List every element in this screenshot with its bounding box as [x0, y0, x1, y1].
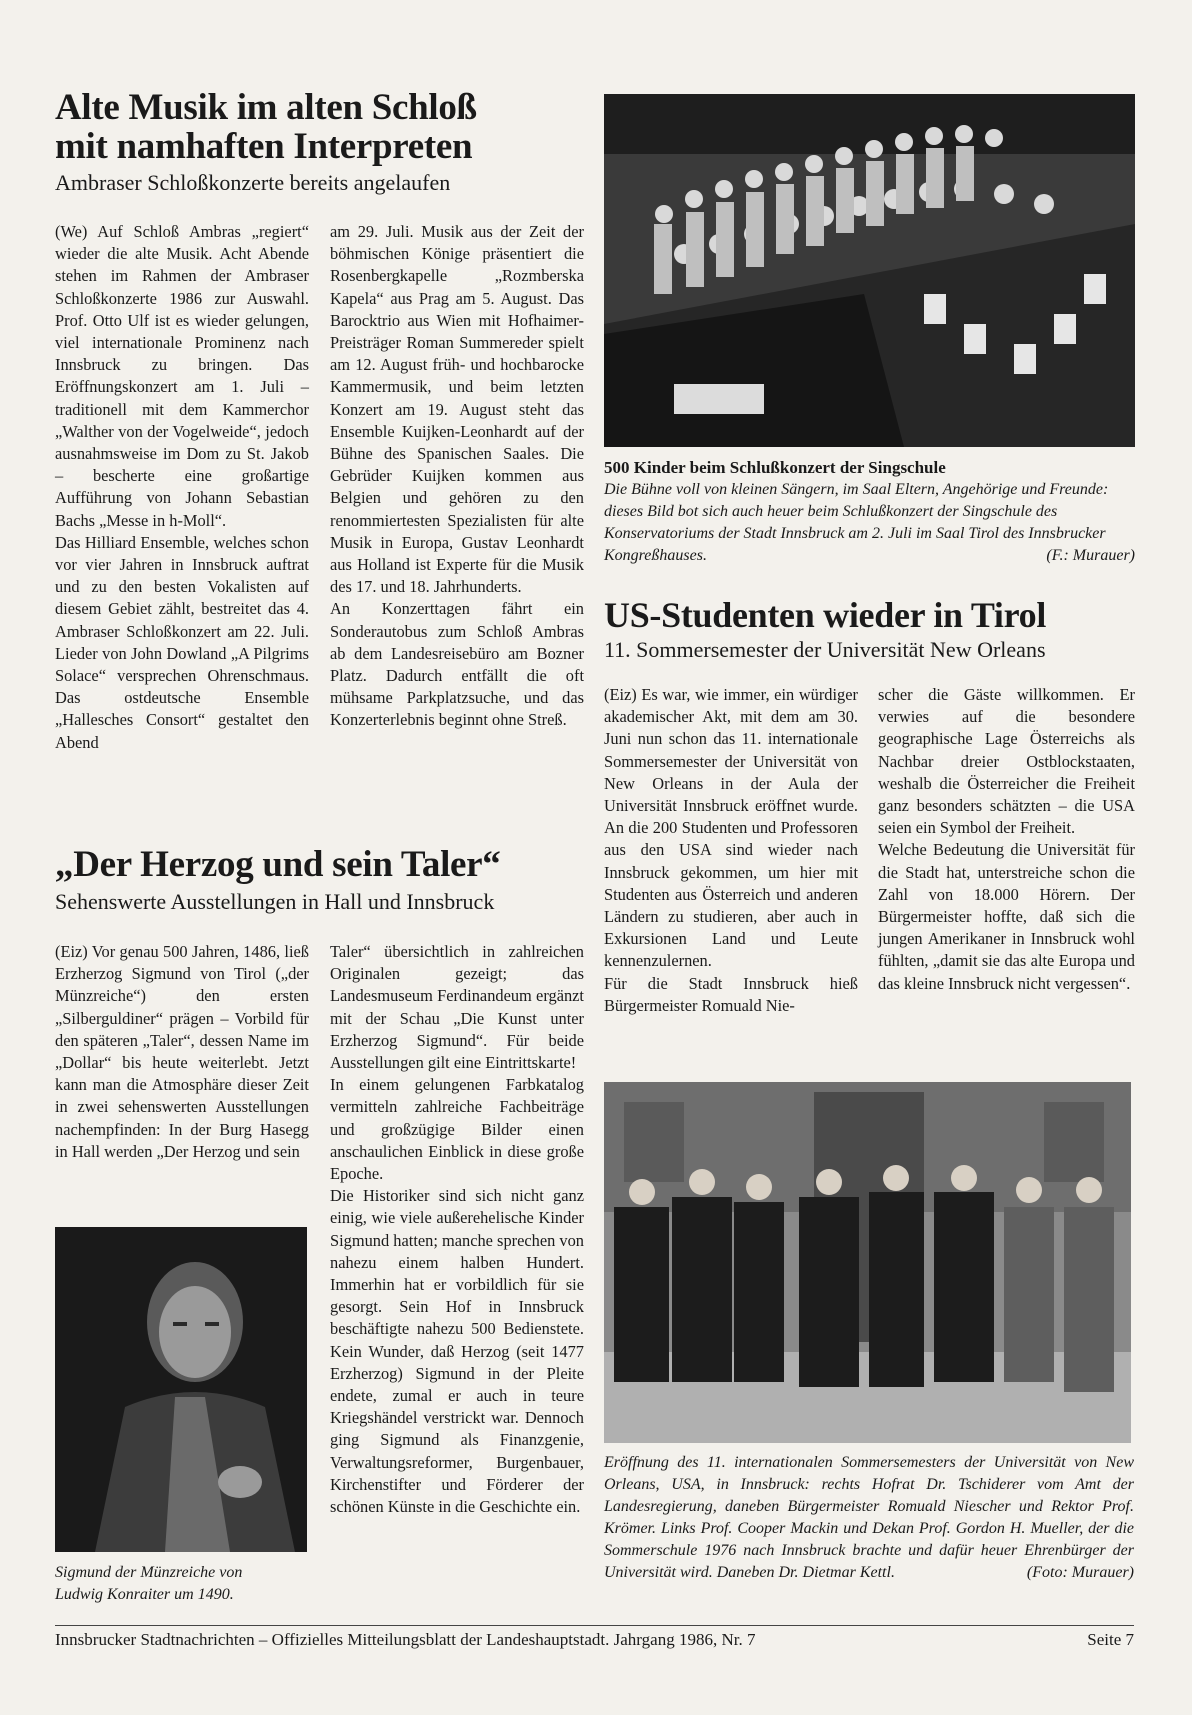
subheadline-ausstellungen: Sehenswerte Ausstellungen in Hall und Innsbruck: [55, 889, 495, 914]
article3-column-2: Taler“ übersichtlich in zahlreichen Originalen gezeigt; das Landesmuseum Ferdinandeum ergänzt mit der Schau „Die Kunst unter Erzherzog Sigmund“. Für beide Ausstellungen gilt eine Eintrittskarte! In einem gelungenen Farbkatalog vermitteln zahlreiche Fachbeiträge und großzügige Bilder einen anschaulichen Einblick in diese große Epoche. Die Historiker sind sich nicht ganz einig, wie viele außerehelische Kinder Sigmund hatten; manche sprechen von nahezu einem halben Hundert. Immerhin hat er vorbildlich für sie gesorgt. Sein Hof in Innsbruck beschäftigte nahezu 500 Bedienstete. Kein Wunder, daß Herzog (seit 1477 Erzherzog) Sigmund in der Pleite endete, zumal er auch in teure Kriegshändel verstrickt war. Dennoch ging Sigmund als Finanzgenie, Verwaltungsreformer, Burgenbauer, Kirchenstifter und Förderer der schönen Künste in die Geschichte ein.: [330, 942, 584, 1517]
footer-publication: Innsbrucker Stadtnachrichten – Offizielles Mitteilungsblatt der Landeshauptstadt. Jahrgang 1986, Nr. 7: [55, 1630, 756, 1649]
choir-stage-image: [604, 94, 1135, 447]
article-herzog-taler: [55, 845, 590, 915]
article-alte-musik: [55, 88, 555, 196]
photo1-credit: (F.: Murauer): [1046, 547, 1135, 564]
subheadline-schlosskonzerte: Ambraser Schloßkonzerte bereits angelaufen: [55, 170, 451, 195]
article1-column-2: am 29. Juli. Musik aus der Zeit der böhmischen Könige präsentiert die Rosenbergkapelle „Rozmberska Kapela“ aus Prag am 5. August. Das Barocktrio aus Wien mit Hofhaimer-Preisträger Roman Summereder spielt am 12. August früh- und hochbarocke Kammermusik, und beim letzten Konzert am 19. August steht das Ensemble Kuijken-Leonhardt auf der Bühne des Spanischen Saales. Die Gebrüder Kuijken kommen aus Belgien und gehören zu den renommiertesten Spezialisten für alte Musik in Europa, Gustav Leonhardt aus Holland ist Experte für die Musik des 17. und 18. Jahrhunderts. An Konzerttagen fährt ein Sonderautobus zum Schloß Ambras ab dem Landesreisebüro am Bozner Platz. Dadurch entfällt die oft mühsame Parkplatzsuche, und das Konzerterlebnis beginnt ohne Streß.: [330, 222, 584, 730]
photo1-caption-title: 500 Kinder beim Schlußkonzert der Singschule: [604, 458, 946, 477]
photo1-caption-text: Die Bühne voll von kleinen Sängern, im Saal Eltern, Angehörige und Freunde: dieses Bild bot sich auch heuer beim Schlußkonzert der Singschule des Konservatoriums der Stadt Innsbruck am 2. Juli im Saal Tirol des Innsbrucker Kongreßhauses. (F.: Murauer): [604, 479, 1135, 567]
headline-alte-musik: Alte Musik im alten Schloß mit namhaften Interpreten: [55, 87, 477, 167]
photo-sigmund-portrait: [55, 1227, 307, 1552]
page-number: Seite 7: [1087, 1630, 1134, 1649]
subheadline-sommersemester: 11. Sommersemester der Universität New Orleans: [604, 637, 1046, 662]
article2-column-1: (Eiz) Es war, wie immer, ein würdiger akademischer Akt, mit dem am 30. Juni nun schon das 11. internationale Sommersemester der Universität von New Orleans in der Aula der Universität Innsbruck eröffnet wurde. An die 200 Studenten und Professoren aus den USA sind wieder nach Innsbruck gekommen, um hier mit Studenten aus Österreich und anderen Ländern zu studieren, aber auch in Exkursionen Land und Leute kennenzulernen. Für die Stadt Innsbruck hieß Bürgermeister Romuald Nie-: [604, 685, 858, 1015]
photo-children-choir: [604, 94, 1135, 447]
photo1-caption: [604, 458, 1135, 567]
footer-rule: [55, 1625, 1134, 1626]
photo2-caption: Sigmund der Münzreiche von Ludwig Konraiter um 1490.: [55, 1564, 243, 1603]
headline-us-studenten: US-Studenten wieder in Tirol: [604, 595, 1047, 635]
article3-column-1: (Eiz) Vor genau 500 Jahren, 1486, ließ Erzherzog Sigmund von Tirol („der Münzreiche“) den ersten „Silberguldiner“ prägen – Vorbild für den späteren „Taler“, dessen Name im „Dollar“ bis heute weiterlebt. Jetzt kann man die Atmosphäre dieser Zeit in zwei sehenswerten Ausstellungen nachempfinden: In der Burg Hasegg in Hall werden „Der Herzog und sein: [55, 942, 309, 1161]
university-group-image: [604, 1082, 1131, 1443]
headline-herzog-taler: „Der Herzog und sein Taler“: [55, 844, 501, 885]
photo3-caption: Eröffnung des 11. internationalen Sommersemesters der Universität von New Orleans, USA, in Innsbruck: rechts Hofrat Dr. Tschiderer vom Amt der Landesregierung, daneben Bürgermeister Romuald Niescher und Rektor Prof. Krömer. Links Prof. Cooper Mackin und Dekan Prof. Gordon H. Mueller, der die Sommerschule 1976 nach Innsbruck brachte und dafür heuer Ehrenbürger der Universität wird. Daneben Dr. Dietmar Kettl. (Foto: Murauer): [604, 1452, 1134, 1584]
sigmund-portrait-image: [55, 1227, 307, 1552]
article2-column-2: scher die Gäste willkommen. Er verwies auf die besondere geographische Lage Österreichs als Nachbar dreier Ostblockstaaten, weshalb die Österreicher die Freiheit ganz besonders schätzten – die USA seien ein Symbol der Freiheit. Welche Bedeutung die Universität für die Stadt hat, unterstreiche schon die Zahl von 18.000 Hörern. Der Bürgermeister hoffte, daß sich die jungen Amerikaner in Innsbruck wohl fühlten, „damit sie das alte Europa und das kleine Innsbruck nicht vergessen“.: [878, 685, 1135, 993]
photo-university-group: [604, 1082, 1131, 1443]
photo3-credit: (Foto: Murauer): [1026, 1564, 1134, 1581]
article-us-studenten: [604, 595, 1135, 663]
article1-column-1: (We) Auf Schloß Ambras „regiert“ wieder die alte Musik. Acht Abende stehen im Rahmen der Ambraser Schloßkonzerte 1986 zur Auswahl. Prof. Otto Ulf ist es wieder gelungen, viel internationale Prominenz nach Innsbruck zu bringen. Das Eröffnungskonzert am 1. Juli – traditionell mit dem Kammerchor „Walther von der Vogelweide“, jedoch ausnahmsweise im Dom zu St. Jakob – bescherte eine großartige Aufführung von Johann Sebastian Bachs „Messe in h-Moll“. Das Hilliard Ensemble, welches schon vor vier Jahren in Innsbruck auftrat und zu den besten Vokalisten auf diesem Gebiet zählt, bestreitet das 4. Ambraser Schloßkonzert am 22. Juli. Lieder von John Dowland „A Pilgrims Solace“ versprechen Ohrenschmaus. Das ostdeutsche Ensemble „Hallesches Consort“ gestaltet den Abend: [55, 222, 309, 752]
